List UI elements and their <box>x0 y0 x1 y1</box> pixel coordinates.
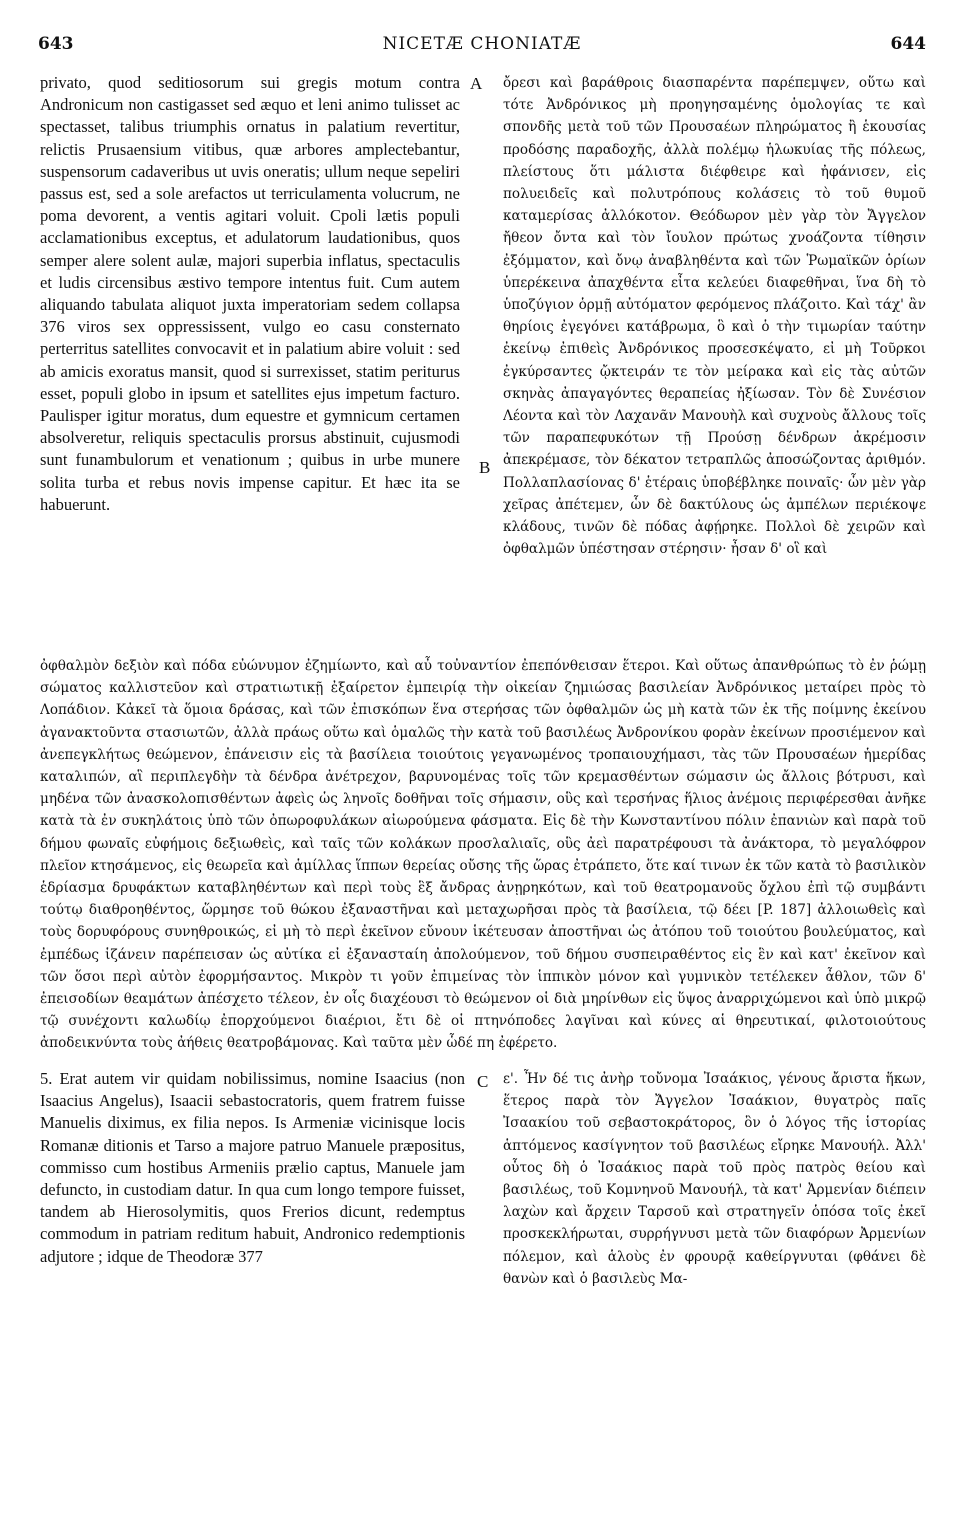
latin-column-bottom: 5. Erat autem vir quidam nobilissimus, nomine Isaacius (non Isaacius Angelus), Isaacii sebastocratoris, quem fratrem fuisse Manuelis diximus, ex filia nepos. Is Armeniæ vicinisque locis Romanæ ditionis et Tarso a majore patruo Manuele præpositus, commisso cum hostibus Armeniis prælio captus, Manuele jam defuncto, in custodiam datur. In qua cum longo tempore fuisset, tandem ab Hierosolymitis, quos Frerios dicunt, redemptus commodum in patriam reditum habuit, Andronico redemptionis adjutore ; idque de Theodoræ 377 <box>40 1069 465 1266</box>
latin-column-top: privato, quod seditiosorum sui gregis motum contra Andronicum non castigasset sed æquo et leni animo tulisset ac spectasset, talibus triumphis ornatus in palatium revertitur, relictis Prusaensium vitibus, quæ arbores amplectebantur, suspensorum cadaveribus ut uvis oneratis; ullum neque sepeliri passus est, sed a sole arefactos ut terriculamenta volucrum, ne poma devorent, a ventis agitari voluit. Cpoli lætis populi acclamationibus exceptus, et adulatorum laudationibus, quos semper alere solent aulæ, majori superbia inflatus, spectaculis et ludis circensibus æstivo tempore intentus fuit. Cum autem aliquando tabulata aliquot juxta imperatoriam sedem collapsa 376 viros sex oppressissent, vulgo eo casu consternato perterritus satellites convocavit et in palatium abire voluit : sed ab amicis exoratus mansit, quod si surrexisset, statim periturus esset, populi globo in ipsum et satellites ejus impetum facturo. Paulisper igitur moratus, dum equestre et gymnicum certamen absolveretur, reliquis spectaculis prorsus abstinuit, cujusmodi sunt funambulorum et venationum ; quibus in urbe munere solita turba et rebus novis impense capitur. Et hæc ita se habuerunt. <box>40 73 460 514</box>
margin-marker-a: A <box>470 74 483 93</box>
running-title: NICETÆ CHONIATÆ <box>382 34 582 54</box>
greek-column-bottom: ε'. Ἦν δέ τις ἀνὴρ τοὔνομα Ἰσαάκιος, γένους ἄριστα ἥκων, ἕτερος παρὰ τὸν Ἄγγελον Ἰσαάκιον, θυγατρὸς παῖς Ἰσαακίου τοῦ σεβαστοκράτορος, ὃν ὁ λόγος τῆς ἱστορίας ἁπτόμενος κασίγνητον τοῦ βασιλέως εἴρηκε Μανουήλ. Ἀλλ' οὗτος δὴ ὁ Ἰσαάκιος παρὰ τοῦ πρὸς πατρὸς θείου καὶ βασιλέως, τοῦ Κομνηνοῦ Μανουήλ, τὰ κατ' Ἀρμενίαν διέπειν λαχὼν καὶ ἄρχειν Ταρσοῦ καὶ στρατηγεῖν ὁπόσα τοῖς ἐκεῖ προσκεκλήρωται, συρρήγνυσι μετὰ τῶν διαφόρων Ἀρμενίων πόλεμον, καὶ ἁλοὺς ἐν φρουρᾷ καθείργνυται (φθάνει δὲ θανὼν καὶ ὁ βασιλεὺς Μα- <box>503 1071 926 1287</box>
running-header <box>38 34 926 58</box>
page-number-right: 644 <box>890 34 926 54</box>
margin-marker-c: C <box>477 1072 489 1091</box>
greek-full-width-text: ὀφθαλμὸν δεξιὸν καὶ πόδα εὐώνυμον ἐζημίωντο, καὶ αὖ τοὐναντίον ἐπεπόνθεισαν ἕτεροι. Καὶ οὕτως ἀπανθρώπως τὸ ἐν ῥώμῃ σώματος καλλιστεῦον καὶ στρατιωτικῇ ἐξαίρετον ἐμπειρίᾳ τὴν οἰκείαν ζημιώσας βασιλείαν Ἀνδρόνικος μεταίρει πρὸς τὸ Λοπάδιον. Κἀκεῖ τὰ ὅμοια δράσας, καὶ τῶν ἐπισκόπων ἕνα στερήσας τῶν ὀφθαλμῶν ὡς μὴ κατὰ τῶν ἐκ τῆς ποίμνης ἐκείνου ἀγανακτοῦντα στασιωτῶν, ἀλλὰ πράως οὕτω καὶ ὁμαλῶς τὴν κατὰ τοῦ βασιλέως Ἀνδρονίκου φορὰν ἐκείνων προσιέμενον καὶ ἀνεπεγκλήτως θεώμενον, ἐπάνεισιν εἰς τὰ βασίλεια τοιούτοις γεγανωμένος τροπαιουχήμασι, τὰς τῶν Προυσαέων ἡμερίδας καταλιπών, αἳ περιπλεγδὴν τὰ δένδρα ἀνέτρεχον, βαρυνομένας τοῖς τῶν κρεμασθέντων σώμασιν ὡς ἄλλοις βότρυσι, καὶ μηδένα τῶν ἀνασκολοπισθέντων ἀφεὶς ὡς ληνοῖς δοθῆναι τοῖς σήμασιν, οὓς καὶ τερσήνας ἥλιος ἀνέμοις περιφέρεσθαι ἀνῆκε κατὰ τὰ ἐν συκηλάτοις ὑπὸ τῶν ὀπωροφυλάκων αἰωρούμενα φάσματα. Εἰς δὲ τὴν Κωνσταντίνου πόλιν ἐπανιὼν καὶ παρὰ τοῦ δήμου φωναῖς εὐφήμοις δεξιωθεὶς, καὶ ταῖς τῶν κολάκων προσλαλιαῖς, οὓς ἀεὶ παρατρέφουσι τὰ ἀνάκτορα, τὸ μεγαλόφρον πλεῖον κτησάμενος, εἰς θεωρεῖα καὶ ἁμίλλας ἵππων θερείας οὔσης τῆς ὥρας ἐτράπετο, ὅτε καί τινων ἐκ τῶν κατὰ τὸ βασιλικὸν ἑδρίασμα δρυφάκτων καταβληθέντων καὶ περὶ τοὺς ἓξ ἄνδρας ἀνῃρηκότων, καὶ τοῦ θεατρομανοῦς ὄχλου ἐπὶ τῷ συμβάντι τούτῳ διαθροηθέντος, ὥρμησε τοῦ θώκου ἐξαναστῆναι καὶ μεταχωρῆσαι πρὸς τὰ βασίλεια, τῷ δέει [P. 187] ἀλλοιωθεὶς καὶ τοὺς δορυφόρους συνηθροικώς, εἰ μὴ τὸ περὶ ἐκεῖνον εὔνουν ἱκέτευσαν ἀποστῆναι ὡς ἀτόπου τοῦ τοιούτου βουλεύματος, καὶ ἐμπέδως ἱζάνειν παρέπεισαν ὡς αὐτίκα εἰ ἐξαναστα​ίη ἀπολούμενον, τοῦ δήμου συσπειραθέντος εἰς ἓν καὶ κατ' ἐκεῖνον καὶ τῶν ὅσοι περὶ αὐτὸν ἐφορμήσαντος. Μικρὸν τι γοῦν ἐπιμείνας τὸν ἱππικὸν μόνον καὶ γυμνικὸν τετέλεκεν ἆθλον, τῶν δ' ἐπεισοδίων θεαμάτων ἀπέσχετο τέλεον, ἐν οἷς διαχέουσι τὸ θεώμενον οἱ διὰ μηρίνθων εἰς ὕψος ἀναρριχώμενοι καὶ ὑπὸ μικρῷ τῷ συνέχοντι καλωδίῳ ἐπορχούμενοι διαέριοι, ἔτι δὲ οἱ πτηνόποδες λαγῖναι καὶ κύνες αἱ θηρευτικαί, φιλοτοιούτους ἀποδεικνύντα τοὺς ἀήθεις θεατροβάμονας. Καὶ ταῦτα μὲν ὧδέ πη ἐφέρετο. <box>40 658 926 1052</box>
page-number-left: 643 <box>38 34 74 54</box>
margin-marker-b: B <box>479 458 491 477</box>
greek-column-top: ὄρεσι καὶ βαράθροις διασπαρέντα παρέπεμψεν, οὕτω καὶ τότε Ἀνδρόνικος μὴ προηγησαμένης ὁμολογίας τε καὶ σπονδῆς μετὰ τοῦ τῶν Προυσαέων πληρώματος ἢ ἑκουσίας προδόσης παραδοχῆς, ἀλλὰ πολέμῳ ἡλωκυίας τῆς πόλεως, πλείστους ὅτι μάλιστα διέφθειρε καὶ ἠφάνισεν, εἰς πολυειδεῖς καὶ πολυτρόπους κολάσεις τὸ τοῦ θυμοῦ καταμερίσας ἀλλόκοτον. Θεόδωρον μὲν γὰρ τὸν Ἄγγελον ἤθεον ὄντα καὶ τὸν ἴουλον πρώτως χνοάζοντα τίθησιν ἐξόμματον, καὶ ὄνῳ ἀναβληθέντα καὶ τῶν Ῥωμαϊκῶν ὁρίων ὑπερέκεινα ἀπαχθέντα εἶτα κελεύει διαφεθῆναι, ἵνα δὴ τὸ ὑποζύγιον ὁρμῇ αὐτόματον φερόμενος πλάζοιτο. Καὶ τάχ' ἂν θηρίοις ἐγεγόνει κατάβρωμα, ὃ καὶ ὁ τὴν τιμωρίαν ταύτην ἐκείνῳ ἐπιθεὶς Ἀνδρόνικος προσεσκέψατο, εἰ μὴ Τοῦρκοι ἐγκύρσαντες ᾤκτειράν τε τὸν μείρακα καὶ εἰς τὰς αὐτῶν σκηνὰς ἀπαγαγόντες θεραπείας ἠξίωσαν. Τὸν δὲ Συνέσιον Λέοντα καὶ τὸν Λαχανᾶν Μανουὴλ καὶ συχνοὺς ἄλλους τοῖς τῶν παραπεφυκότων τῇ Προύσῃ δένδρων ἀκρέμοσιν ἀπεκρέμασε, τὸν δέκατον τετραπλῶς ἀποσώζοντας ἀριθμόν. Πολλαπλασίονας δ' ἑτέραις ὑποβέβληκε ποιναῖς· ὧν μὲν γὰρ χεῖρας ἀπέτεμεν, ὧν δὲ δακτύλους ὡς ἀμπέλων περιέκοψε κλάδους, τινῶν δὲ πόδας ἀφῄρηκε. Πολλοὶ δὲ χειρῶν καὶ ὀφθαλμῶν ὑπέστησαν στέρησιν· ἦσαν δ' οἳ καὶ <box>503 75 926 558</box>
